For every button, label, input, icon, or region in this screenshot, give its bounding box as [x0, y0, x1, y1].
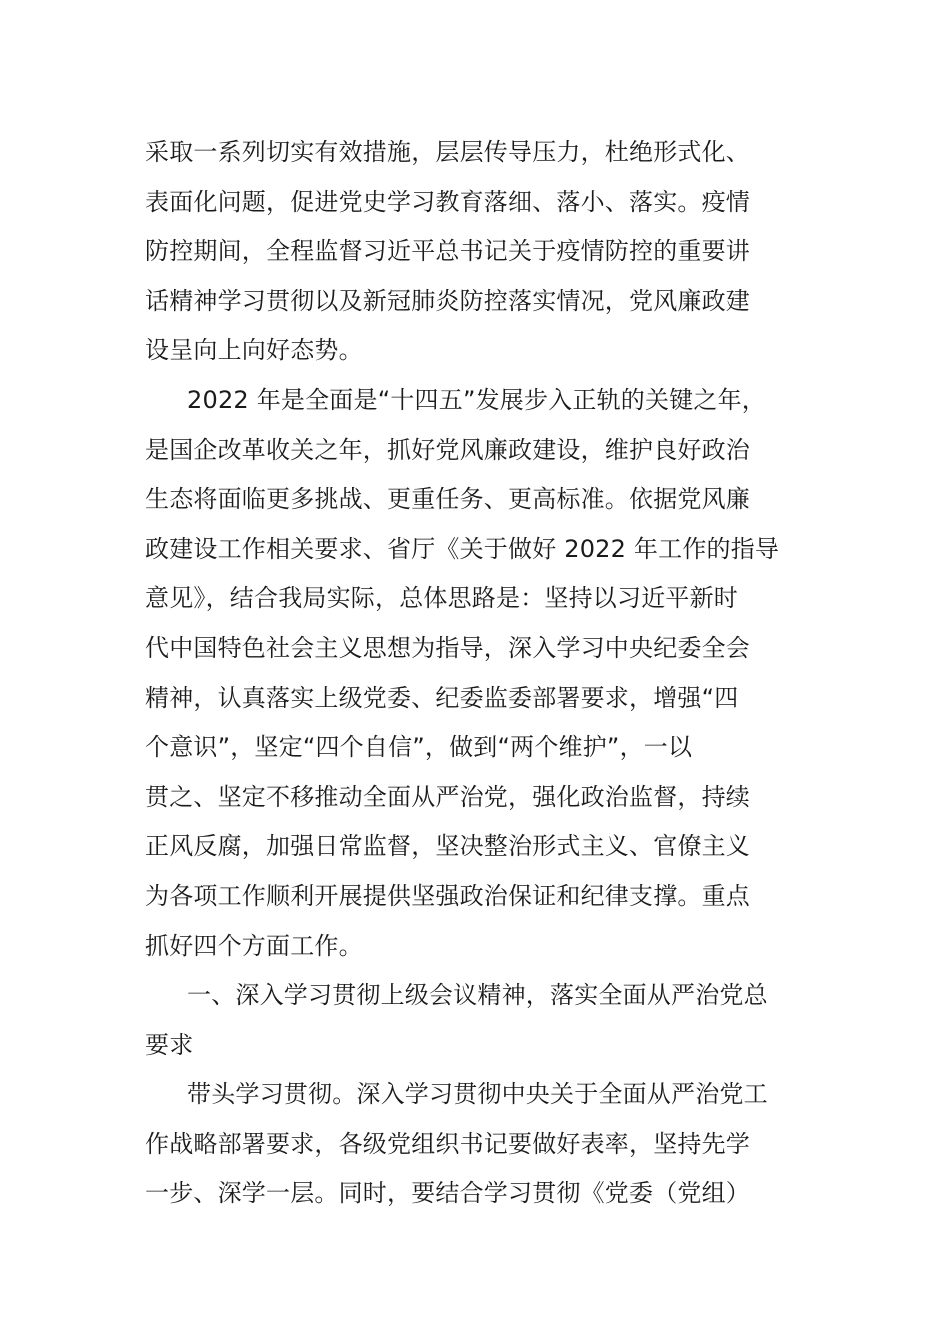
- text-line: 2022 年是全面是“十四五”发展步入正轨的关键之年，: [187, 385, 766, 414]
- text-line: 防控期间，全程监督习近平总书记关于疫情防控的重要讲: [145, 237, 750, 266]
- text-line: 话精神学习贯彻以及新冠肺炎防控落实情况，党风廉政建: [145, 286, 750, 315]
- text-line: 是国企改革收关之年，抓好党风廉政建设，维护良好政治: [145, 435, 750, 464]
- text-line: 设呈向上向好态势。: [145, 336, 363, 365]
- text-line: 精神，认真落实上级党委、纪委监委部署要求，增强“四: [145, 683, 739, 712]
- text-line: 采取一系列切实有效措施，层层传导压力，杜绝形式化、: [145, 138, 750, 166]
- text-line: 代中国特色社会主义思想为指导，深入学习中央纪委全会: [145, 633, 750, 662]
- text-line: 一、深入学习贯彻上级会议精神，落实全面从严治党总: [187, 981, 768, 1010]
- text-line: 为各项工作顺利开展提供坚强政治保证和纪律支撑。重点: [145, 881, 750, 910]
- text-line: 个意识”，坚定“四个自信”，做到“两个维护”，一以: [145, 733, 693, 762]
- text-line: 正风反腐，加强日常监督，坚决整治形式主义、官僚主义: [145, 832, 750, 861]
- text-line: 带头学习贯彻。深入学习贯彻中央关于全面从严治党工: [187, 1080, 768, 1109]
- text-line: 意见》，结合我局实际，总体思路是：坚持以习近平新时: [145, 584, 738, 613]
- text-line: 一步、深学一层。同时，要结合学习贯彻《党委（党组）: [145, 1179, 750, 1208]
- body-text: [145, 128, 810, 1219]
- text-line: 生态将面临更多挑战、更重任务、更高标准。依据党风廉: [145, 485, 750, 514]
- text-line: 政建设工作相关要求、省厅《关于做好 2022 年工作的指导: [145, 534, 780, 563]
- text-line: 要求: [145, 1030, 194, 1059]
- text-line: 作战略部署要求，各级党组织书记要做好表率，坚持先学: [145, 1129, 750, 1158]
- text-line: 贯之、坚定不移推动全面从严治党，强化政治监督，持续: [145, 782, 750, 811]
- text-line: 表面化问题，促进党史学习教育落细、落小、落实。疫情: [145, 187, 750, 216]
- text-line: 抓好四个方面工作。: [145, 931, 363, 960]
